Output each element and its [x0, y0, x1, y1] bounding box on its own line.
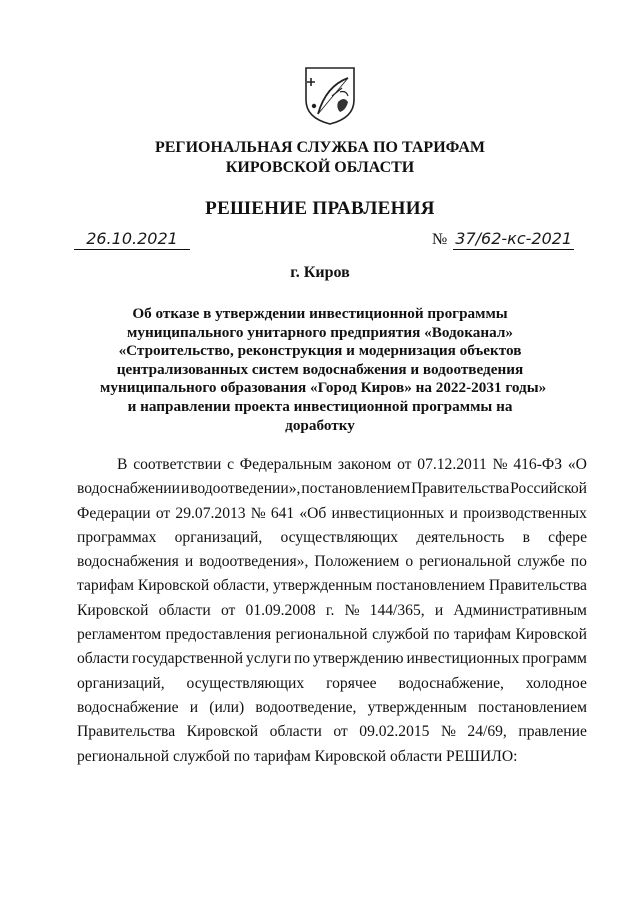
body-word: от	[155, 504, 171, 522]
body-word: предоставления	[165, 626, 272, 644]
body-word: программ	[522, 650, 587, 668]
subject-line: централизованных систем водоснабжения и водоотведения	[116, 360, 524, 378]
body-word: г.	[325, 601, 335, 619]
body-word: о	[405, 553, 414, 571]
decision-date: 26.10.2021	[74, 229, 190, 250]
number-value: 37/62-кс-2021	[455, 229, 573, 248]
body-word: с	[227, 456, 235, 473]
body-word: организаций,	[174, 528, 263, 546]
body-word: постановлением	[376, 577, 485, 595]
body-word: регламентом	[77, 626, 162, 644]
body-word: №	[344, 601, 360, 619]
document-body	[77, 453, 587, 769]
body-word: Административным	[453, 601, 587, 619]
body-word: соответствии	[133, 456, 222, 473]
body-word: №	[250, 504, 266, 522]
coat-of-arms-emblem	[304, 66, 356, 126]
document-subject	[100, 305, 547, 435]
body-word: утвержденным	[273, 577, 373, 595]
body-word: водоснабжение,	[398, 674, 504, 692]
body-word: службой	[372, 626, 430, 644]
body-word: осуществляющих	[280, 528, 399, 546]
body-word: водоснабжения	[77, 553, 179, 571]
body-word: государственной	[132, 650, 244, 668]
body-line	[77, 623, 587, 647]
number-sign: №	[432, 231, 448, 248]
body-word: по	[570, 553, 587, 571]
body-word: от	[220, 601, 236, 619]
body-word: 144/365,	[369, 601, 425, 619]
body-word: Правительства	[411, 480, 510, 498]
body-word: №	[440, 723, 456, 741]
body-word: законом	[337, 456, 392, 473]
body-line	[77, 672, 587, 696]
body-word: «О	[567, 456, 587, 473]
body-word: региональной службой по тарифам Кировской области РЕШИЛО:	[77, 747, 518, 765]
organization-name	[0, 138, 640, 178]
body-word: 29.07.2013	[175, 504, 246, 522]
body-word: организаций,	[77, 674, 165, 692]
body-line	[77, 477, 587, 501]
subject-line: Об отказе в утверждении инвестиционной программы	[132, 305, 508, 322]
body-word: 07.12.2011	[417, 456, 487, 473]
body-line	[77, 647, 587, 671]
body-word: и	[184, 553, 194, 571]
body-word: водоотведение,	[255, 698, 357, 716]
body-word: (или)	[209, 698, 245, 716]
body-line	[77, 574, 587, 598]
body-word: тарифам	[454, 626, 512, 644]
body-word: «Об	[299, 504, 327, 522]
body-word: от	[397, 456, 412, 473]
decision-number	[432, 229, 574, 250]
body-line	[77, 696, 587, 720]
body-word: области,	[213, 577, 270, 595]
decision-title: РЕШЕНИЕ ПРАВЛЕНИЯ	[205, 198, 435, 219]
body-word: сфере	[548, 528, 587, 546]
body-word: инвестиционных	[331, 504, 445, 522]
body-word: горячее	[326, 674, 377, 692]
body-word: постановлением	[301, 480, 411, 498]
city: г. Киров	[290, 264, 350, 281]
body-word: Российской	[510, 480, 587, 498]
body-word: инвестиционных	[406, 650, 520, 668]
body-word: №	[492, 456, 508, 473]
body-word: осуществляющих	[186, 674, 305, 692]
body-word: 416-ФЗ	[513, 456, 563, 473]
body-word: 09.02.2015	[359, 723, 430, 741]
subject-line: доработку	[285, 416, 355, 434]
body-line	[77, 720, 587, 744]
body-line	[77, 453, 587, 477]
body-word: производственных	[463, 504, 587, 522]
body-word: 641	[270, 504, 295, 522]
subject-line: муниципального образования «Город Киров» на 2022-2031 годы»	[100, 379, 547, 397]
subject-line: и направлении проекта инвестиционной программы на	[127, 397, 513, 415]
body-word: Кировской	[77, 601, 149, 619]
body-word: Правительства	[488, 577, 587, 595]
body-word: региональной	[419, 553, 512, 571]
body-word: и	[449, 504, 458, 522]
body-line	[77, 599, 587, 623]
body-word: области	[269, 723, 322, 741]
body-word: программах	[77, 528, 157, 546]
subject-line: «Строительство, реконструкция и модернизация объектов	[118, 342, 522, 360]
subject-line: муниципального унитарного предприятия «Водоканал»	[127, 323, 513, 341]
body-word: Кировской	[186, 723, 259, 741]
organization-line-1: РЕГИОНАЛЬНАЯ СЛУЖБА ПО ТАРИФАМ	[154, 139, 486, 156]
body-word: и	[189, 698, 199, 716]
body-word: водоснабжение	[77, 698, 179, 716]
body-word: утверждению	[312, 650, 404, 668]
body-word: водоснабжении	[77, 480, 180, 498]
body-word: службе	[517, 553, 565, 571]
body-word: области	[158, 601, 211, 619]
body-word: 01.09.2008	[245, 601, 316, 619]
body-word: и	[180, 480, 190, 498]
body-word: области	[77, 650, 130, 668]
body-word: в	[522, 528, 530, 546]
body-line	[77, 550, 587, 574]
body-word: тарифам	[77, 577, 134, 595]
body-word: постановлением	[478, 698, 587, 716]
body-line	[77, 526, 587, 550]
body-line	[77, 502, 587, 526]
body-word: по	[433, 626, 450, 644]
body-word: по	[293, 650, 311, 668]
body-word: Правительства	[77, 723, 176, 741]
body-line	[77, 745, 587, 769]
body-word: водоотведении»,	[190, 480, 301, 498]
body-word: холодное	[525, 674, 587, 692]
body-word: водоотведения»,	[199, 553, 309, 571]
body-word: Кировской	[137, 577, 210, 595]
body-word: услуги	[246, 650, 292, 668]
body-word: Кировской	[515, 626, 587, 644]
body-word: Федерации	[77, 504, 151, 522]
body-word: утвержденным	[367, 698, 467, 716]
body-word: деятельность	[416, 528, 505, 546]
body-word: от	[333, 723, 348, 741]
body-word: В	[117, 456, 128, 473]
body-word: и	[434, 601, 444, 619]
body-word: правление	[518, 723, 587, 741]
organization-line-2: КИРОВСКОЙ ОБЛАСТИ	[225, 159, 415, 176]
body-word: региональной	[275, 626, 368, 644]
body-word: Положением	[314, 553, 400, 571]
body-word: 24/69,	[467, 723, 507, 741]
body-word: Федеральным	[239, 456, 333, 473]
